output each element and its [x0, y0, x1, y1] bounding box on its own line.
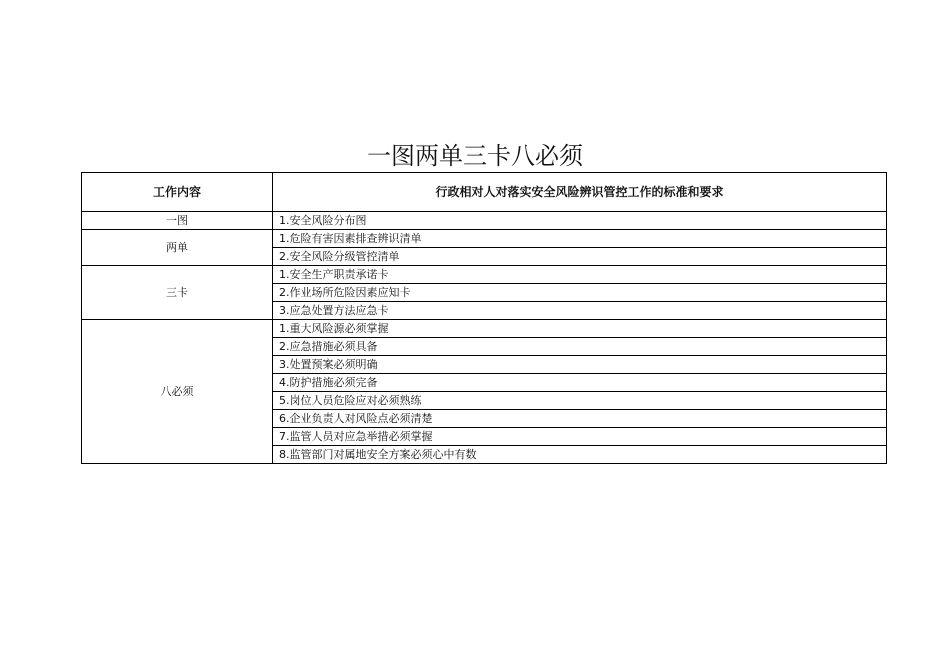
category-cell: 两单: [82, 230, 273, 266]
item-cell: 7.监管人员对应急举措必须掌握: [273, 428, 887, 446]
risk-control-table: [81, 172, 887, 464]
category-cell: 三卡: [82, 266, 273, 320]
item-cell: 1.安全生产职责承诺卡: [273, 266, 887, 284]
item-cell: 2.安全风险分级管控清单: [273, 248, 887, 266]
category-cell: 一图: [82, 212, 273, 230]
document-title: 一图两单三卡八必须: [367, 142, 583, 170]
item-cell: 3.应急处置方法应急卡: [273, 302, 887, 320]
item-cell: 6.企业负责人对风险点必须清楚: [273, 410, 887, 428]
header-standards: 行政相对人对落实安全风险辨识管控工作的标准和要求: [273, 173, 887, 212]
item-cell: 4.防护措施必须完备: [273, 374, 887, 392]
category-cell: 八必须: [82, 320, 273, 464]
item-cell: 2.作业场所危险因素应知卡: [273, 284, 887, 302]
item-cell: 5.岗位人员危险应对必须熟练: [273, 392, 887, 410]
item-cell: 1.危险有害因素排查辨识清单: [273, 230, 887, 248]
header-work-content: 工作内容: [82, 173, 273, 212]
table-header-row: [82, 173, 887, 212]
item-cell: 2.应急措施必须具备: [273, 338, 887, 356]
item-cell: 3.处置预案必须明确: [273, 356, 887, 374]
item-cell: 1.重大风险源必须掌握: [273, 320, 887, 338]
table-row: [82, 230, 887, 248]
item-cell: 1.安全风险分布图: [273, 212, 887, 230]
table-row: [82, 212, 887, 230]
table-row: [82, 266, 887, 284]
item-cell: 8.监管部门对属地安全方案必须心中有数: [273, 446, 887, 464]
table-row: [82, 320, 887, 338]
